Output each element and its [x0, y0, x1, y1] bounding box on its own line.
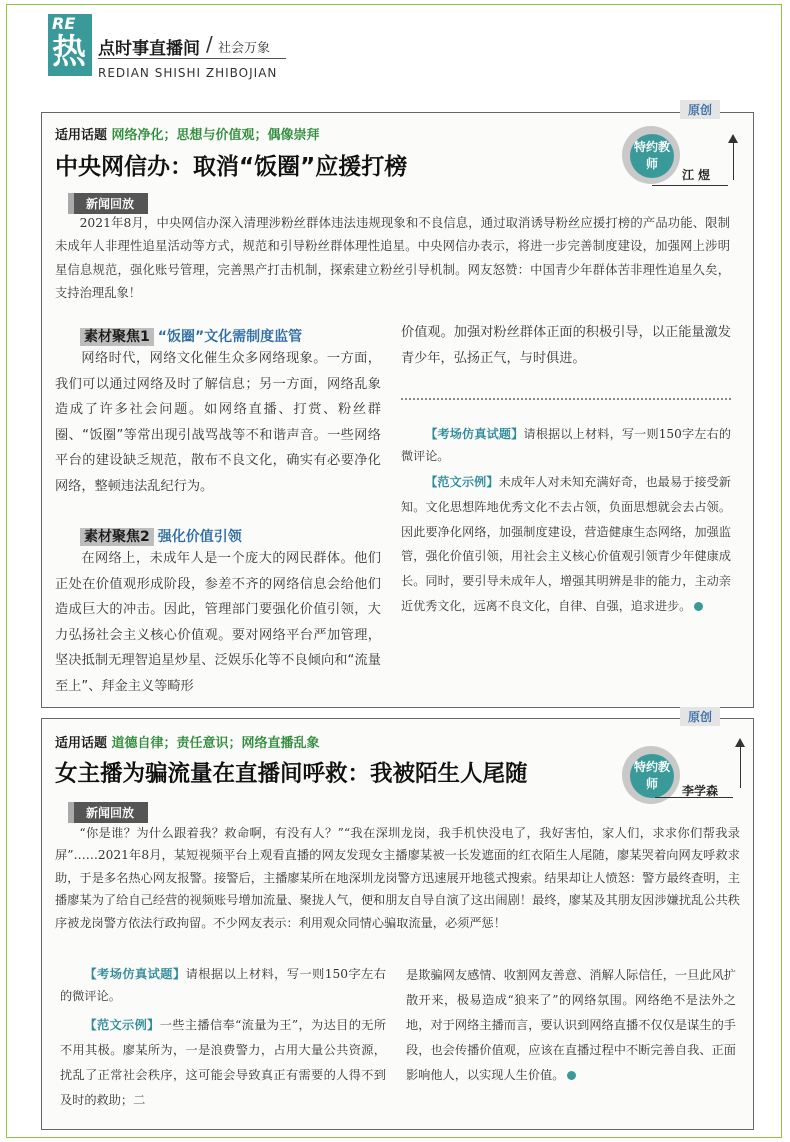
news-text: 2021年8月，中央网信办深入清理涉粉丝群体违法违规现象和不良信息，通过取消诱导粉丝应援打榜的产品功能、限制未成年人非理性追星活动等方式，规范和引导粉丝群体理性追星。中央网信办表示，将进一步完善制度建设，加强网上涉明星信息规范，强化账号管理，完善黑产打击机制，探索建立粉丝引导机制。网友怒赞：中国青少年群体苦非理性追星久矣，支持治理乱象！ — [55, 216, 730, 301]
focus1-title: “饭圈”文化需制度监管 — [157, 329, 303, 345]
news-replay-label: 新闻回放 — [74, 193, 148, 214]
topic-list: 道德自律；责任意识；网络直播乱象 — [111, 736, 320, 751]
badge-re: RE — [52, 14, 76, 33]
section-pinyin: REDIAN SHISHI ZHIBOJIAN — [98, 66, 278, 80]
title-slash: / — [206, 32, 213, 56]
header-rule — [98, 58, 286, 59]
focus2-label: 素材聚焦2 — [80, 528, 154, 546]
topic-label: 适用话题 — [55, 128, 108, 143]
end-mark-icon — [567, 1071, 576, 1080]
focus1-text: 网络时代，网络文化催生众多网络现象。一方面，我们可以通过网络及时了解信息；另一方面，网络乱象造成了许多社会问题。如网络直播、打赏、粉丝群圈、“饭圈”等常出现引战骂战等不和谐声音。一些网络平台的建设缺乏规范，散布不良文化，确实有必要净化网络，整顿违法乱纪行为。 — [55, 351, 381, 494]
sample-text: 一些主播信奉“流量为王”，为达目的无所不用其极。廖某所为，一是浪费警力，占用大量公共资源，扰乱了正常社会秩序，这可能会导致真正有需要的人得不到及时的救助；二 — [60, 1018, 387, 1107]
arrow-line — [740, 744, 741, 788]
sample-answer — [401, 470, 731, 619]
exam-label: 【考场仿真试题】 — [425, 427, 524, 441]
focus2-heading — [80, 526, 242, 546]
teacher-badge: 特约教师 — [630, 134, 674, 178]
teacher-underline — [652, 185, 728, 186]
topics-line — [55, 124, 320, 143]
original-tag: 原创 — [680, 707, 720, 726]
right-continuation: 价值观。加强对粉丝群体正面的积极引导，以正能量激发青少年，弘扬正气，与时俱进。 — [401, 325, 731, 366]
news-replay-label: 新闻回放 — [74, 802, 148, 823]
exam-text: 请根据以上材料，写一则150字左右的微评论。 — [401, 427, 731, 464]
teacher-badge: 特约教师 — [630, 754, 674, 798]
sample-label: 【范文示例】 — [84, 1018, 160, 1032]
topics-line — [55, 732, 320, 751]
focus2-title: 强化价值引领 — [157, 529, 242, 545]
sample-text: 未成年人对未知充满好奇，也最易于接受新知。文化思想阵地优秀文化不去占领，负面思想就会去占领。因此要净化网络，加强制度建设，营造健康生态网络，加强监管，强化价值引领，用社会主义核心价值观引领青少年健康成长。同时，要引导未成年人，增强其明辨是非的能力，主动亲近优秀文化，远离不良文化，自律、自强，追求进步。 — [401, 475, 731, 613]
headline: 女主播为骗流量在直播间呼救：我被陌生人尾随 — [55, 761, 528, 787]
focus1-label: 素材聚焦1 — [80, 328, 154, 346]
arrow-line — [733, 140, 734, 180]
badge-hot: 热 — [52, 32, 86, 72]
exam-label: 【考场仿真试题】 — [84, 967, 186, 981]
section-badge — [48, 14, 92, 76]
exam-question — [401, 423, 731, 468]
sample-label: 【范文示例】 — [425, 475, 499, 489]
section-title: 点时事直播间 — [98, 39, 200, 59]
teacher-name: 李学森 — [682, 784, 719, 798]
sample-right-text: 是欺骗网友感情、收割网友善意、消解人际信任，一旦此风扩散开来，极易造成“狼来了”的网络氛围。网络绝不是法外之地，对于网络主播而言，要认识到网络直播不仅仅是谋生的手段，也会传播价值观，应该在直播过程中不断完善自我、正面影响他人，以实现人生价值。 — [406, 968, 736, 1082]
news-text: “你是谁？为什么跟着我？救命啊，有没有人？”“我在深圳龙岗，我手机快没电了，我好害怕，家人们，求求你们帮我录屏”……2021年8月，某短视频平台上观看直播的网友发现女主播廖某被一长发遮面的红衣陌生人尾随，廖某哭着向网友呼救求助，于是多名热心网友报警。接警后，主播廖某所在地深圳龙岗警方迅速展开地毯式搜索。结果却让人愤怒：警方最终查明，主播廖某为了给自己经营的视频账号增加流量、聚拢人气，便和朋友自导自演了这出闹剧！最终，廖某及其朋友因涉嫌扰乱公共秩序被龙岗警方依法行政拘留。不少网友表示：利用观众同情心骗取流量，必须严惩！ — [55, 826, 740, 930]
section-subtitle: 社会万象 — [218, 41, 271, 56]
headline: 中央网信办：取消“饭圈”应援打榜 — [55, 154, 408, 180]
end-mark-icon — [694, 602, 703, 611]
original-tag: 原创 — [680, 100, 720, 119]
exam-question — [60, 963, 386, 1008]
focus1-heading — [80, 326, 302, 346]
sample-continuation — [406, 963, 736, 1088]
sample-answer — [60, 1013, 386, 1113]
topic-label: 适用话题 — [55, 736, 108, 751]
topic-list: 网络净化；思想与价值观；偶像崇拜 — [111, 128, 320, 143]
teacher-name: 江 煜 — [682, 168, 711, 182]
exam-text: 请根据以上材料，写一则150字左右的微评论。 — [60, 967, 386, 1004]
focus2-text: 在网络上，未成年人是一个庞大的网民群体。他们正处在价值观形成阶段，参差不齐的网络信息会给他们造成巨大的冲击。因此，管理部门要强化价值引领，大力弘扬社会主义核心价值观。要对网络平台严加管理，坚决抵制无理智追星炒星、泛娱乐化等不良倾向和“流量至上”、拜金主义等畸形 — [55, 551, 381, 694]
dotted-divider — [401, 398, 731, 400]
